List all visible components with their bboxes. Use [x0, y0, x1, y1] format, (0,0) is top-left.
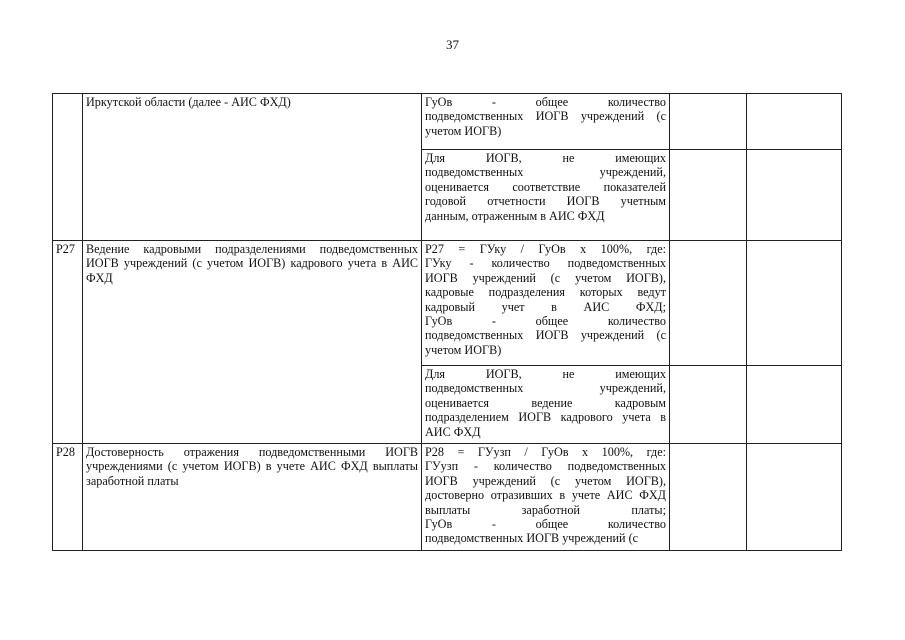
table-row-p27	[53, 241, 842, 366]
empty-cell	[670, 444, 747, 551]
empty-cell	[670, 150, 747, 241]
text-word: общее	[535, 314, 569, 329]
indicator-name-cell	[83, 444, 422, 551]
text-line: годовой отчетности ИОГВ учетным	[425, 194, 666, 209]
text-word: -	[491, 314, 496, 329]
formula-text	[425, 242, 666, 357]
text-word: ГуОв	[425, 517, 453, 532]
formula-text	[425, 445, 666, 546]
text-word: -	[491, 95, 496, 109]
text-line: подведомственных ИОГВ учреждений (с	[425, 328, 666, 343]
table-row-p28	[53, 444, 842, 551]
indicator-name-cell	[83, 94, 422, 241]
text-line: достоверно отразивших в учете АИС ФХД	[425, 488, 666, 503]
text-line: Р28 = ГУузп / ГуОв x 100%, где:	[425, 445, 666, 459]
empty-cell	[670, 241, 747, 366]
empty-cell	[670, 94, 747, 150]
text-line: подразделением ИОГВ кадрового учета в	[425, 410, 666, 425]
text-word: имеющих	[615, 367, 666, 381]
text-line: кадровые подразделения которых ведут	[425, 285, 666, 300]
empty-cell	[747, 150, 842, 241]
text-word: количество	[607, 314, 666, 329]
text-line: оценивается ведение кадровым	[425, 395, 666, 410]
text-line: подведомственных учреждений,	[425, 381, 666, 396]
text-line: учетом ИОГВ)	[425, 342, 502, 357]
formula-text	[425, 95, 666, 138]
text-line	[425, 151, 666, 165]
indicator-name: Достоверность отражения подведомственными ИОГВ учреждениями (с учетом ИОГВ) в учете АИС ФХД выплаты заработной платы	[86, 445, 418, 488]
text-line: ИОГВ учреждений (с учетом ИОГВ),	[425, 473, 666, 488]
table-row-continuation	[53, 94, 842, 150]
text-word: общее	[535, 517, 569, 532]
text-line: Р27 = ГУку / ГуОв x 100%, где:	[425, 242, 666, 256]
text-line	[425, 95, 666, 109]
formula-cell	[422, 94, 670, 150]
empty-cell	[747, 444, 842, 551]
text-word: количество	[607, 517, 666, 532]
empty-cell	[747, 366, 842, 444]
note-cell	[422, 366, 670, 444]
text-line: учетом ИОГВ)	[425, 123, 502, 138]
text-word: общее	[535, 95, 569, 109]
text-line: данным, отраженным в АИС ФХД	[425, 208, 605, 223]
indicator-name: Иркутской области (далее - АИС ФХД)	[86, 95, 291, 109]
text-line: подведомственных ИОГВ учреждений (с	[425, 531, 639, 546]
empty-cell	[747, 241, 842, 366]
formula-cell	[422, 241, 670, 366]
empty-cell	[670, 366, 747, 444]
text-line: кадровый учет в АИС ФХД;	[425, 299, 666, 314]
indicator-name-cell	[83, 241, 422, 444]
indicator-code-cell	[53, 94, 83, 241]
text-word: -	[491, 517, 496, 532]
text-line: подведомственных учреждений,	[425, 165, 666, 180]
indicator-code: Р28	[53, 444, 83, 551]
empty-cell	[747, 94, 842, 150]
formula-cell	[422, 444, 670, 551]
text-word: Для	[425, 151, 446, 165]
text-word: Для	[425, 367, 446, 381]
text-line: АИС ФХД	[425, 424, 481, 439]
note-text	[425, 367, 666, 439]
text-word: ИОГВ,	[485, 151, 522, 165]
indicator-code: Р27	[53, 241, 83, 444]
text-line	[425, 314, 666, 328]
note-cell	[422, 150, 670, 241]
text-word: ГуОв	[425, 95, 453, 109]
text-word: ГуОв	[425, 314, 453, 329]
text-line	[425, 367, 666, 381]
text-line: ГУку - количество подведомственных	[425, 256, 666, 271]
text-line: выплаты заработной платы;	[425, 502, 666, 517]
text-word: не	[562, 151, 575, 165]
text-line	[425, 517, 666, 531]
page-number: 37	[446, 37, 459, 52]
text-line: оценивается соответствие показателей	[425, 179, 666, 194]
indicator-name: Ведение кадровыми подразделениями подведомственных ИОГВ учреждений (с учетом ИОГВ) кадрового учета в АИС ФХД	[86, 242, 418, 285]
indicators-table	[52, 93, 842, 551]
text-word: не	[562, 367, 575, 381]
text-word: имеющих	[615, 151, 666, 165]
text-word: количество	[607, 95, 666, 109]
note-text	[425, 151, 666, 223]
text-line: ИОГВ учреждений (с учетом ИОГВ),	[425, 270, 666, 285]
text-line: ГУузп - количество подведомственных	[425, 459, 666, 474]
text-word: ИОГВ,	[485, 367, 522, 381]
text-line: подведомственных ИОГВ учреждений (с	[425, 109, 666, 124]
